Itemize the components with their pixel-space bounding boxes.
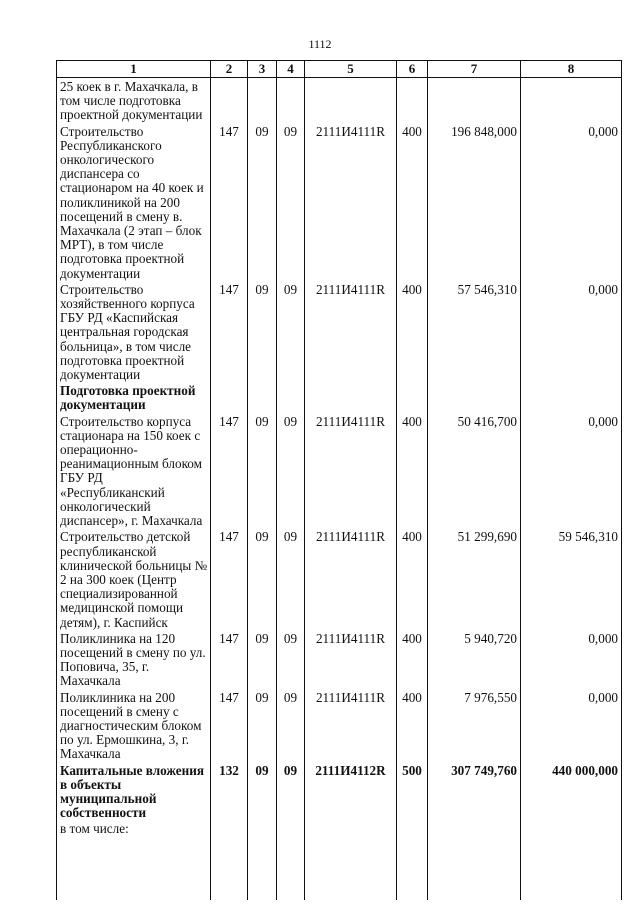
amount-year2-cell: 0,000 [521, 689, 622, 762]
amount-year1-cell: 57 546,310 [428, 281, 521, 382]
amount-year2-cell: 440 000,000 [521, 762, 622, 821]
subsection-cell: 09 [277, 762, 305, 821]
subsection-cell: 09 [277, 413, 305, 529]
table-row [57, 528, 622, 629]
subsection-cell [277, 78, 305, 123]
table-row [57, 281, 622, 382]
column-header: 1 [57, 61, 211, 78]
table-row [57, 630, 622, 689]
amount-year1-cell [428, 78, 521, 123]
amount-year2-cell [521, 820, 622, 900]
expense-type-cell: 400 [397, 281, 428, 382]
admin-code-cell: 147 [211, 630, 248, 689]
admin-code-cell: 147 [211, 413, 248, 529]
section-cell [248, 820, 277, 900]
table-row [57, 382, 622, 412]
page-number: 1112 [308, 37, 332, 51]
amount-year2-cell [521, 78, 622, 123]
subsection-cell: 09 [277, 689, 305, 762]
amount-year1-cell: 50 416,700 [428, 413, 521, 529]
expense-type-cell: 400 [397, 630, 428, 689]
section-cell: 09 [248, 689, 277, 762]
target-article-cell: 2111И4111R [305, 689, 397, 762]
target-article-cell [305, 78, 397, 123]
expense-type-cell: 400 [397, 528, 428, 629]
section-cell: 09 [248, 413, 277, 529]
expense-type-cell: 400 [397, 689, 428, 762]
column-header: 6 [397, 61, 428, 78]
expense-type-cell [397, 820, 428, 900]
section-cell: 09 [248, 630, 277, 689]
column-header: 7 [428, 61, 521, 78]
row-name-cell: 25 коек в г. Махачкала, в том числе подготовка проектной документации [57, 78, 211, 123]
subsection-cell: 09 [277, 630, 305, 689]
section-cell: 09 [248, 528, 277, 629]
column-header: 2 [211, 61, 248, 78]
row-name-cell: Строительство корпуса стационара на 150 коек с операционно-реанимационным блоком ГБУ РД «Республиканский онкологический диспансер», г. Махачкала [57, 413, 211, 529]
table-row [57, 762, 622, 821]
target-article-cell: 2111И4111R [305, 528, 397, 629]
column-header: 4 [277, 61, 305, 78]
amount-year1-cell [428, 820, 521, 900]
amount-year1-cell: 7 976,550 [428, 689, 521, 762]
subsection-cell [277, 382, 305, 412]
admin-code-cell [211, 820, 248, 900]
row-name-cell: Подготовка проектной документации [57, 382, 211, 412]
admin-code-cell: 147 [211, 689, 248, 762]
amount-year2-cell: 0,000 [521, 630, 622, 689]
admin-code-cell: 147 [211, 528, 248, 629]
column-header: 5 [305, 61, 397, 78]
row-name-cell: Строительство детской республиканской клинической больницы № 2 на 300 коек (Центр специализированной медицинской помощи детям), г. Каспийск [57, 528, 211, 629]
table-row [57, 413, 622, 529]
amount-year2-cell: 0,000 [521, 281, 622, 382]
amount-year2-cell [521, 382, 622, 412]
admin-code-cell [211, 78, 248, 123]
section-cell: 09 [248, 123, 277, 281]
amount-year2-cell: 0,000 [521, 413, 622, 529]
table-header-row [57, 61, 622, 78]
subsection-cell: 09 [277, 123, 305, 281]
target-article-cell: 2111И4111R [305, 630, 397, 689]
subsection-cell: 09 [277, 281, 305, 382]
amount-year1-cell: 5 940,720 [428, 630, 521, 689]
admin-code-cell: 132 [211, 762, 248, 821]
expense-type-cell: 400 [397, 123, 428, 281]
admin-code-cell [211, 382, 248, 412]
expense-type-cell: 400 [397, 413, 428, 529]
table-row [57, 689, 622, 762]
table-row [57, 820, 622, 900]
subsection-cell [277, 820, 305, 900]
amount-year1-cell [428, 382, 521, 412]
amount-year1-cell: 196 848,000 [428, 123, 521, 281]
row-name-cell: Поликлиника на 120 посещений в смену по ул. Поповича, 35, г. Махачкала [57, 630, 211, 689]
section-cell: 09 [248, 762, 277, 821]
row-name-cell: Строительство хозяйственного корпуса ГБУ РД «Каспийская центральная городская больница», в том числе подготовка проектной документации [57, 281, 211, 382]
table-row [57, 123, 622, 281]
table-body [57, 78, 622, 901]
amount-year2-cell: 0,000 [521, 123, 622, 281]
budget-table [56, 60, 622, 900]
section-cell [248, 78, 277, 123]
target-article-cell: 2111И4111R [305, 123, 397, 281]
amount-year1-cell: 51 299,690 [428, 528, 521, 629]
amount-year2-cell: 59 546,310 [521, 528, 622, 629]
subsection-cell: 09 [277, 528, 305, 629]
column-header: 8 [521, 61, 622, 78]
target-article-cell [305, 382, 397, 412]
column-header: 3 [248, 61, 277, 78]
admin-code-cell: 147 [211, 123, 248, 281]
row-name-cell: в том числе: [57, 820, 211, 900]
table-row [57, 78, 622, 123]
row-name-cell: Поликлиника на 200 посещений в смену с диагностическим блоком по ул. Ермошкина, 3, г. Махачкала [57, 689, 211, 762]
target-article-cell: 2111И4111R [305, 413, 397, 529]
target-article-cell: 2111И4112R [305, 762, 397, 821]
section-cell: 09 [248, 281, 277, 382]
target-article-cell [305, 820, 397, 900]
expense-type-cell [397, 382, 428, 412]
section-cell [248, 382, 277, 412]
expense-type-cell [397, 78, 428, 123]
row-name-cell: Капитальные вложения в объекты муниципальной собственности [57, 762, 211, 821]
amount-year1-cell: 307 749,760 [428, 762, 521, 821]
row-name-cell: Строительство Республиканского онкологического диспансера со стационаром на 40 коек и поликлиникой на 200 посещений в смену в. Махачкала (2 этап – блок МРТ), в том числе подготовка проектной документации [57, 123, 211, 281]
target-article-cell: 2111И4111R [305, 281, 397, 382]
expense-type-cell: 500 [397, 762, 428, 821]
admin-code-cell: 147 [211, 281, 248, 382]
